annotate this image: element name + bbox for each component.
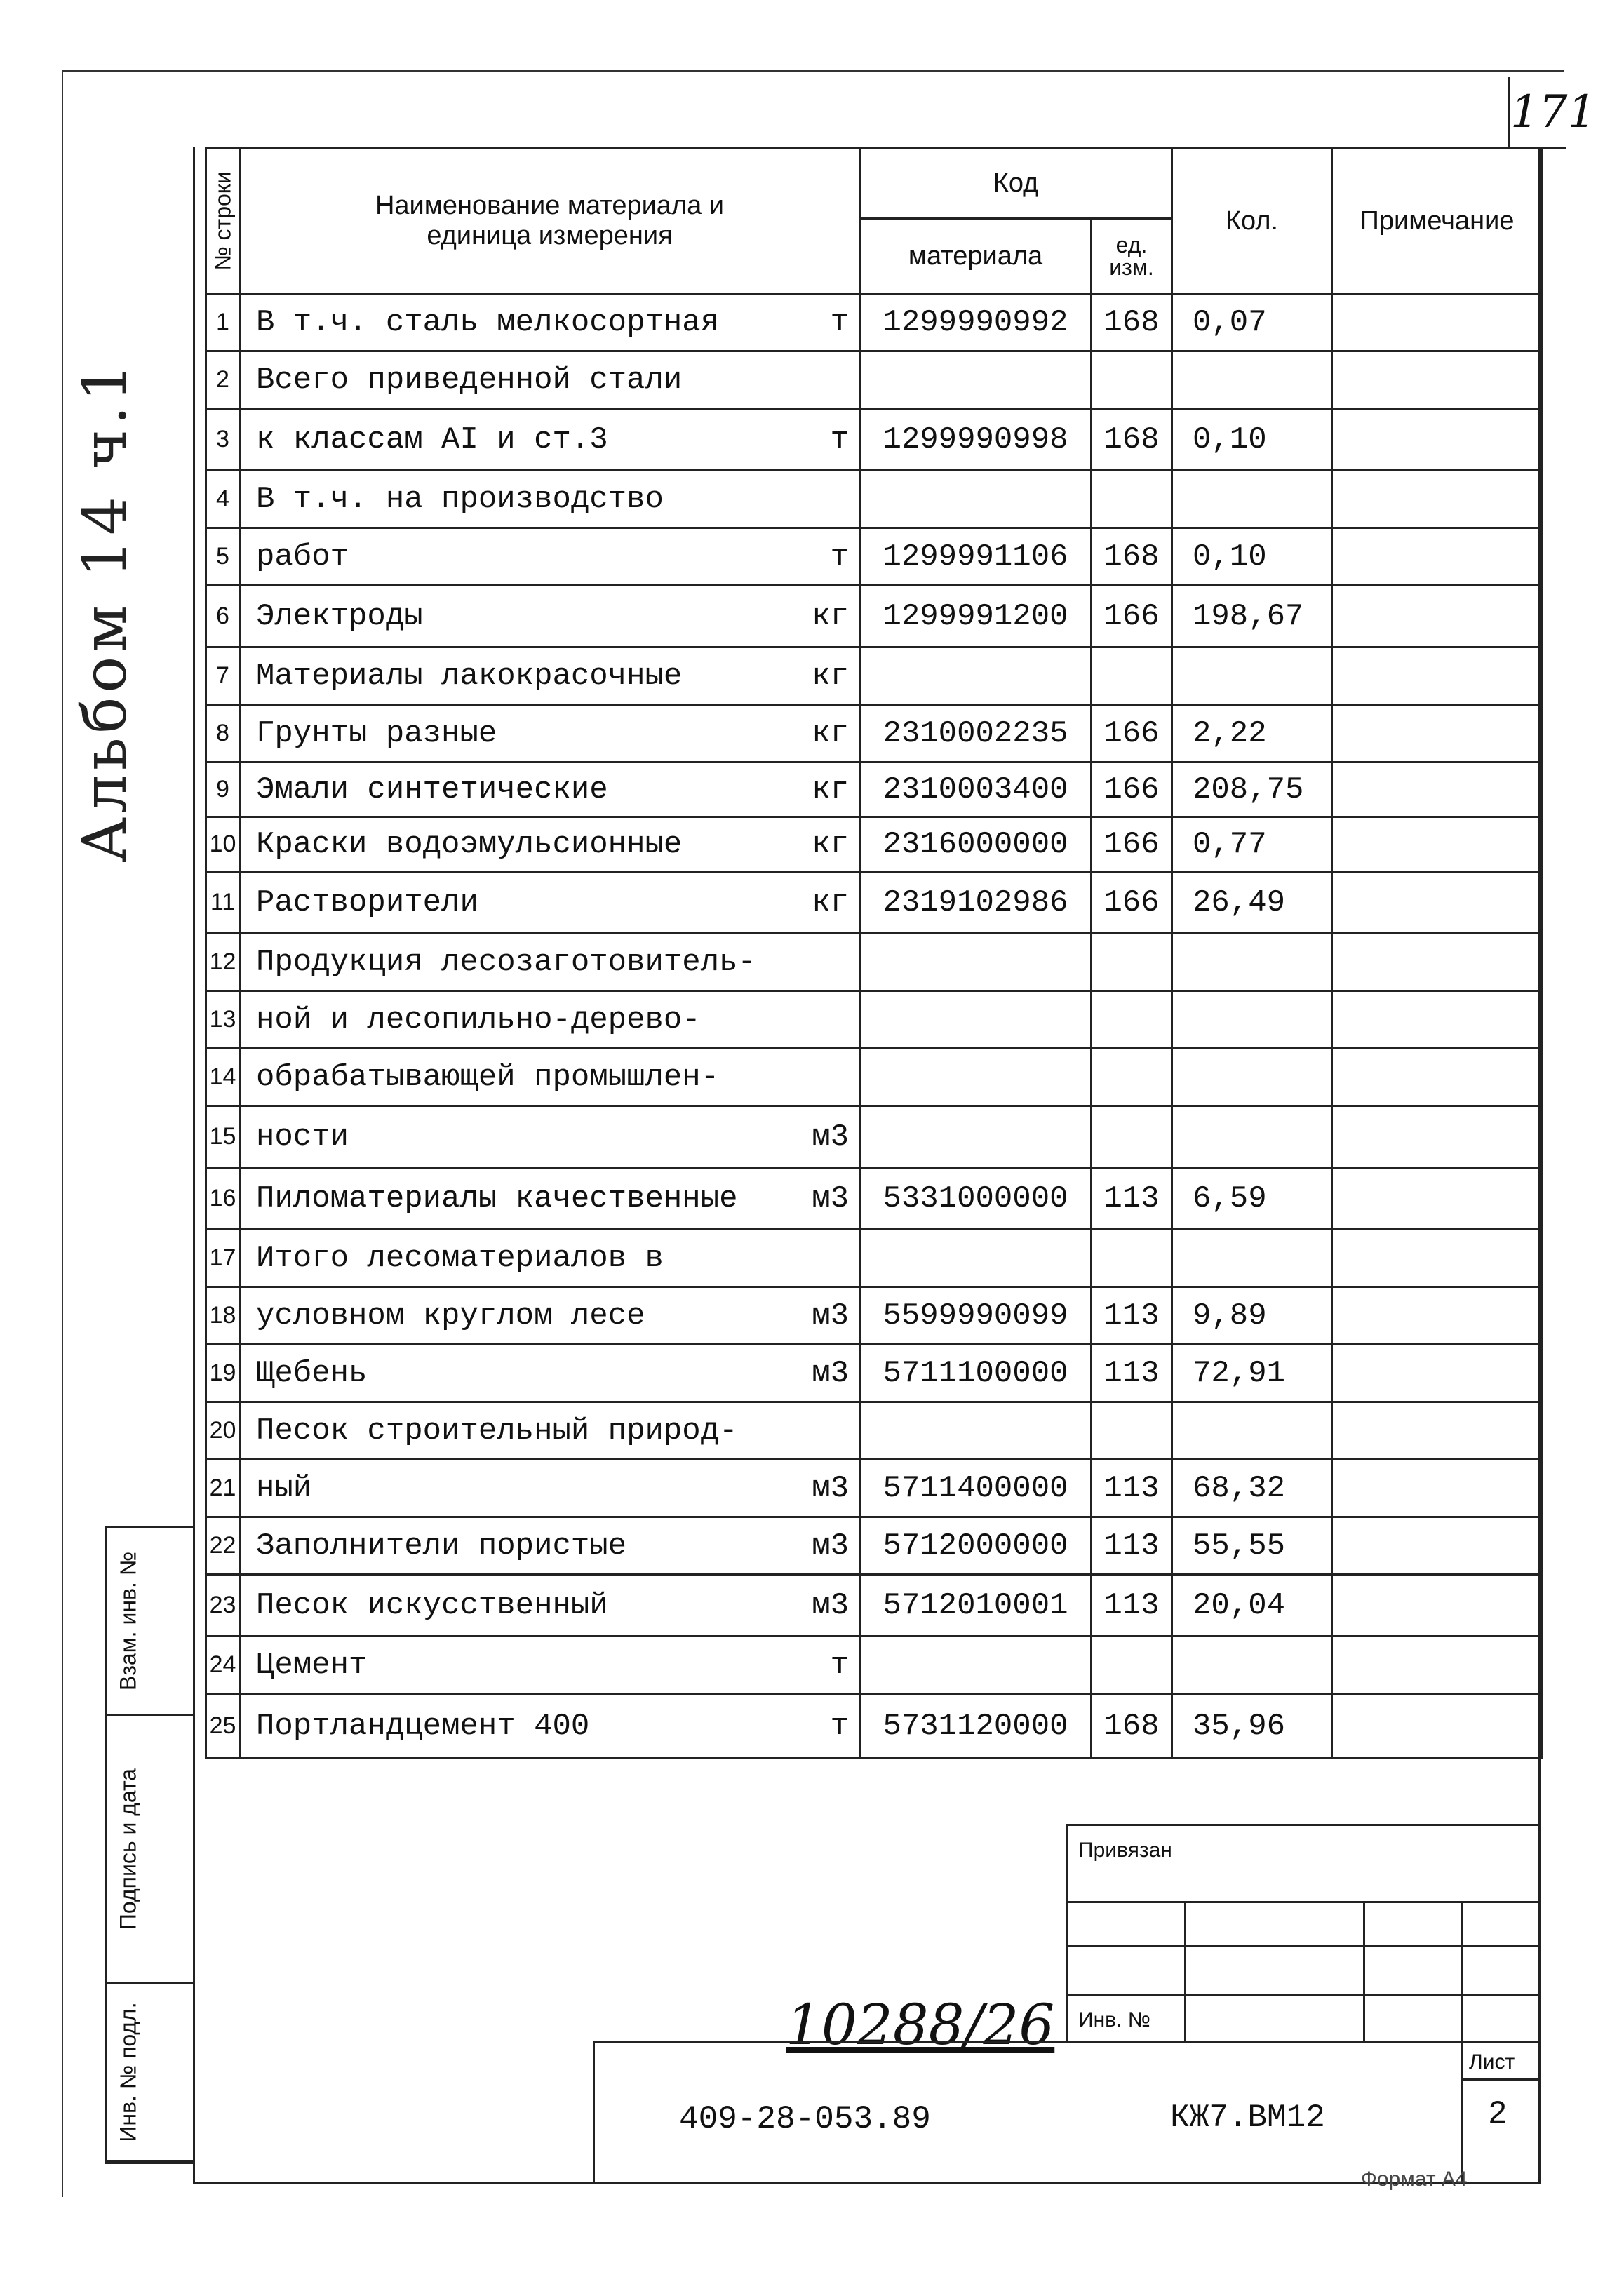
row-number-cell: 11 — [206, 872, 240, 934]
note-cell — [1332, 586, 1543, 647]
material-name: Цемент — [256, 1647, 368, 1683]
row-number-cell: 10 — [206, 817, 240, 872]
note-cell — [1332, 1168, 1543, 1230]
material-name: Итого лесоматериалов в — [256, 1240, 664, 1276]
header-name: Наименование материала и единица измерения — [240, 149, 860, 294]
header-code-material: материала — [860, 219, 1092, 294]
material-name: Материалы лакокрасочные — [256, 658, 683, 694]
note-cell — [1332, 705, 1543, 763]
unit-code-cell: 113 — [1092, 1345, 1172, 1402]
row-number-cell: 1 — [206, 294, 240, 351]
table-row — [206, 1637, 1543, 1694]
material-name-cell — [240, 1106, 860, 1168]
materials-table — [205, 147, 1543, 1759]
quantity-cell — [1172, 351, 1332, 409]
unit-code-cell: 166 — [1092, 817, 1172, 872]
row-number-cell: 25 — [206, 1694, 240, 1759]
material-code-cell: 1299990992 — [860, 294, 1092, 351]
row-number-cell: 19 — [206, 1345, 240, 1402]
unit-code-cell: 166 — [1092, 872, 1172, 934]
material-name: Эмали синтетические — [256, 772, 608, 807]
material-name-cell — [240, 1345, 860, 1402]
material-name: работ — [256, 539, 349, 575]
table-row — [206, 586, 1543, 647]
quantity-cell: 0,77 — [1172, 817, 1332, 872]
material-code-cell: 2316000000 — [860, 817, 1092, 872]
album-label: Альбом 14 ч.1 — [70, 358, 140, 863]
unit-code-cell — [1092, 1106, 1172, 1168]
material-name-cell — [240, 705, 860, 763]
table-row — [206, 528, 1543, 586]
quantity-cell: 0,10 — [1172, 409, 1332, 471]
material-name: Грунты разные — [256, 716, 497, 751]
unit-code-cell — [1092, 991, 1172, 1049]
material-name-cell — [240, 294, 860, 351]
row-number-cell: 2 — [206, 351, 240, 409]
material-name-cell — [240, 1460, 860, 1517]
material-unit: кг — [812, 598, 849, 634]
handwritten-number: 10288/26 — [786, 1992, 1055, 2057]
material-name: обрабатывающей промышлен- — [256, 1059, 720, 1095]
unit-code-cell — [1092, 1230, 1172, 1287]
quantity-cell — [1172, 1230, 1332, 1287]
table-row — [206, 1049, 1543, 1106]
privyazan-label: Привязан — [1078, 1839, 1172, 1862]
row-number-cell: 8 — [206, 705, 240, 763]
note-cell — [1332, 471, 1543, 528]
quantity-cell — [1172, 471, 1332, 528]
unit-code-cell — [1092, 1637, 1172, 1694]
material-unit: т — [830, 1647, 849, 1683]
material-code-cell: 1299991106 — [860, 528, 1092, 586]
doc-number: 409-28-053.89 — [679, 2101, 931, 2137]
table-row — [206, 872, 1543, 934]
row-number-cell: 14 — [206, 1049, 240, 1106]
material-name: Растворители — [256, 885, 478, 920]
material-name-cell — [240, 1517, 860, 1575]
material-name-cell — [240, 763, 860, 817]
material-code-cell: 2319102986 — [860, 872, 1092, 934]
quantity-cell — [1172, 1402, 1332, 1460]
unit-code-cell — [1092, 1402, 1172, 1460]
material-code-cell: 5711100000 — [860, 1345, 1092, 1402]
material-code-cell — [860, 647, 1092, 705]
note-cell — [1332, 1106, 1543, 1168]
unit-code-cell: 168 — [1092, 1694, 1172, 1759]
row-number-cell: 5 — [206, 528, 240, 586]
row-number-cell: 13 — [206, 991, 240, 1049]
row-number-cell: 24 — [206, 1637, 240, 1694]
quantity-cell: 26,49 — [1172, 872, 1332, 934]
material-name: Заполнители пористые — [256, 1528, 627, 1564]
material-unit: м3 — [812, 1355, 849, 1391]
row-number-cell: 6 — [206, 586, 240, 647]
unit-code-cell: 168 — [1092, 528, 1172, 586]
material-code-cell — [860, 1106, 1092, 1168]
note-cell — [1332, 1230, 1543, 1287]
material-unit: м3 — [812, 1181, 849, 1216]
doc-mark: КЖ7.ВМ12 — [1170, 2100, 1325, 2136]
note-cell — [1332, 817, 1543, 872]
material-unit: кг — [812, 772, 849, 807]
material-name-cell — [240, 872, 860, 934]
quantity-cell — [1172, 1049, 1332, 1106]
table-row — [206, 409, 1543, 471]
table-row — [206, 1168, 1543, 1230]
note-cell — [1332, 1402, 1543, 1460]
material-name-cell — [240, 647, 860, 705]
row-number-cell: 22 — [206, 1517, 240, 1575]
note-cell — [1332, 934, 1543, 991]
header-code: Код — [860, 149, 1172, 219]
quantity-cell: 6,59 — [1172, 1168, 1332, 1230]
material-code-cell — [860, 1230, 1092, 1287]
table-row — [206, 1402, 1543, 1460]
quantity-cell: 68,32 — [1172, 1460, 1332, 1517]
material-name-cell — [240, 528, 860, 586]
material-code-cell: 5712010001 — [860, 1575, 1092, 1637]
quantity-cell — [1172, 1637, 1332, 1694]
material-code-cell — [860, 1402, 1092, 1460]
material-name: ности — [256, 1119, 349, 1155]
material-name: Портландцемент 400 — [256, 1708, 590, 1744]
material-code-cell: 5331000000 — [860, 1168, 1092, 1230]
material-unit: т — [830, 422, 849, 457]
material-code-cell: 1299990998 — [860, 409, 1092, 471]
material-unit: м3 — [812, 1528, 849, 1564]
table-row — [206, 763, 1543, 817]
material-unit: м3 — [812, 1587, 849, 1623]
quantity-cell: 0,07 — [1172, 294, 1332, 351]
quantity-cell: 55,55 — [1172, 1517, 1332, 1575]
quantity-cell: 9,89 — [1172, 1287, 1332, 1345]
note-cell — [1332, 1517, 1543, 1575]
material-name: Песок строительный природ- — [256, 1413, 738, 1449]
table-row — [206, 1287, 1543, 1345]
title-block — [593, 2041, 1538, 2184]
material-name: Песок искусственный — [256, 1587, 608, 1623]
material-name-cell — [240, 817, 860, 872]
stamp-inv-podl: Инв. № подл. — [107, 1984, 195, 2162]
material-unit: кг — [812, 716, 849, 751]
material-name-cell — [240, 1168, 860, 1230]
quantity-cell: 72,91 — [1172, 1345, 1332, 1402]
note-cell — [1332, 528, 1543, 586]
table-row — [206, 1345, 1543, 1402]
material-code-cell: 2310002235 — [860, 705, 1092, 763]
material-unit: м3 — [812, 1470, 849, 1506]
unit-code-cell: 113 — [1092, 1575, 1172, 1637]
material-name: Пиломатериалы качественные — [256, 1181, 738, 1216]
row-number-cell: 12 — [206, 934, 240, 991]
row-number-cell: 18 — [206, 1287, 240, 1345]
table-row — [206, 647, 1543, 705]
quantity-cell — [1172, 1106, 1332, 1168]
material-name-cell — [240, 1694, 860, 1759]
material-code-cell: 1299991200 — [860, 586, 1092, 647]
header-row-no: № строки — [206, 149, 240, 294]
note-cell — [1332, 872, 1543, 934]
material-name: ной и лесопильно-дерево- — [256, 1002, 701, 1037]
unit-code-cell — [1092, 1049, 1172, 1106]
row-number-cell: 21 — [206, 1460, 240, 1517]
table-row — [206, 1694, 1543, 1759]
note-cell — [1332, 1637, 1543, 1694]
sheet-cell — [1461, 2043, 1541, 2184]
material-unit: кг — [812, 826, 849, 862]
unit-code-cell: 113 — [1092, 1517, 1172, 1575]
note-cell — [1332, 1049, 1543, 1106]
stamp-vzam: Взам. инв. № — [107, 1528, 195, 1716]
row-number-cell: 20 — [206, 1402, 240, 1460]
material-name: ный — [256, 1470, 312, 1506]
unit-code-cell: 166 — [1092, 705, 1172, 763]
material-name-cell — [240, 934, 860, 991]
table-row — [206, 934, 1543, 991]
quantity-cell: 198,67 — [1172, 586, 1332, 647]
note-cell — [1332, 1460, 1543, 1517]
row-number-cell: 3 — [206, 409, 240, 471]
material-name: Щебень — [256, 1355, 368, 1391]
material-name-cell — [240, 1049, 860, 1106]
material-name: к классам АI и ст.3 — [256, 422, 608, 457]
unit-code-cell: 168 — [1092, 409, 1172, 471]
material-unit: т — [830, 1708, 849, 1744]
note-cell — [1332, 1345, 1543, 1402]
material-unit: т — [830, 539, 849, 575]
table-row — [206, 471, 1543, 528]
material-code-cell: 5731120000 — [860, 1694, 1092, 1759]
unit-code-cell: 168 — [1092, 294, 1172, 351]
stamp-podpis: Подпись и дата — [107, 1716, 195, 1984]
unit-code-cell — [1092, 471, 1172, 528]
table-row — [206, 991, 1543, 1049]
privyazan-box — [1066, 1824, 1538, 1903]
material-name: В т.ч. сталь мелкосортная — [256, 304, 720, 340]
unit-code-cell — [1092, 647, 1172, 705]
quantity-cell: 0,10 — [1172, 528, 1332, 586]
row-number-cell: 9 — [206, 763, 240, 817]
material-code-cell — [860, 934, 1092, 991]
note-cell — [1332, 763, 1543, 817]
material-code-cell — [860, 1637, 1092, 1694]
row-number-cell: 15 — [206, 1106, 240, 1168]
row-number-cell: 23 — [206, 1575, 240, 1637]
unit-code-cell: 113 — [1092, 1460, 1172, 1517]
material-unit: т — [830, 304, 849, 340]
material-name: Продукция лесозаготовитель- — [256, 944, 756, 980]
material-name-cell — [240, 1402, 860, 1460]
material-name-cell — [240, 409, 860, 471]
material-code-cell: 2310003400 — [860, 763, 1092, 817]
material-name: В т.ч. на производство — [256, 481, 664, 517]
material-unit: кг — [812, 658, 849, 694]
note-cell — [1332, 1694, 1543, 1759]
note-cell — [1332, 351, 1543, 409]
material-name: Всего приведенной стали — [256, 362, 683, 398]
stamp-column — [105, 1526, 195, 2164]
header-note: Примечание — [1332, 149, 1543, 294]
table-row — [206, 705, 1543, 763]
page-number: 171 — [1508, 77, 1566, 149]
quantity-cell — [1172, 647, 1332, 705]
note-cell — [1332, 991, 1543, 1049]
material-name-cell — [240, 991, 860, 1049]
material-name-cell — [240, 586, 860, 647]
material-unit: м3 — [812, 1119, 849, 1155]
note-cell — [1332, 1575, 1543, 1637]
quantity-cell: 2,22 — [1172, 705, 1332, 763]
material-code-cell: 5599990099 — [860, 1287, 1092, 1345]
table-row — [206, 1230, 1543, 1287]
material-code-cell: 5712000000 — [860, 1517, 1092, 1575]
material-code-cell — [860, 991, 1092, 1049]
privyazan-grid — [1066, 1901, 1538, 2043]
table-row — [206, 1575, 1543, 1637]
format-label: Формат А4 — [1361, 2168, 1468, 2191]
material-name-cell — [240, 1575, 860, 1637]
header-code-unit: ед. изм. — [1092, 219, 1172, 294]
table-row — [206, 294, 1543, 351]
unit-code-cell: 113 — [1092, 1287, 1172, 1345]
material-name-cell — [240, 351, 860, 409]
note-cell — [1332, 647, 1543, 705]
material-name-cell — [240, 1287, 860, 1345]
quantity-cell: 35,96 — [1172, 1694, 1332, 1759]
material-name-cell — [240, 471, 860, 528]
row-number-cell: 4 — [206, 471, 240, 528]
quantity-cell: 208,75 — [1172, 763, 1332, 817]
quantity-cell — [1172, 991, 1332, 1049]
sheet-label: Лист — [1469, 2050, 1515, 2074]
row-number-cell: 7 — [206, 647, 240, 705]
table-row — [206, 817, 1543, 872]
material-name: Краски водоэмульсионные — [256, 826, 683, 862]
header-qty: Кол. — [1172, 149, 1332, 294]
inv-no-label: Инв. № — [1078, 2008, 1150, 2031]
material-name-cell — [240, 1637, 860, 1694]
table-row — [206, 1517, 1543, 1575]
note-cell — [1332, 1287, 1543, 1345]
quantity-cell: 20,04 — [1172, 1575, 1332, 1637]
unit-code-cell: 166 — [1092, 586, 1172, 647]
table-row — [206, 351, 1543, 409]
unit-code-cell — [1092, 934, 1172, 991]
unit-code-cell — [1092, 351, 1172, 409]
unit-code-cell: 166 — [1092, 763, 1172, 817]
table-row — [206, 1106, 1543, 1168]
material-code-cell — [860, 1049, 1092, 1106]
table-row — [206, 1460, 1543, 1517]
material-name: Электроды — [256, 598, 423, 634]
row-number-cell: 16 — [206, 1168, 240, 1230]
sheet-number: 2 — [1488, 2096, 1508, 2132]
material-unit: м3 — [812, 1298, 849, 1334]
material-code-cell: 5711400000 — [860, 1460, 1092, 1517]
material-code-cell — [860, 351, 1092, 409]
note-cell — [1332, 294, 1543, 351]
note-cell — [1332, 409, 1543, 471]
row-number-cell: 17 — [206, 1230, 240, 1287]
material-name-cell — [240, 1230, 860, 1287]
quantity-cell — [1172, 934, 1332, 991]
unit-code-cell: 113 — [1092, 1168, 1172, 1230]
material-unit: кг — [812, 885, 849, 920]
material-name: условном круглом лесе — [256, 1298, 645, 1334]
material-code-cell — [860, 471, 1092, 528]
